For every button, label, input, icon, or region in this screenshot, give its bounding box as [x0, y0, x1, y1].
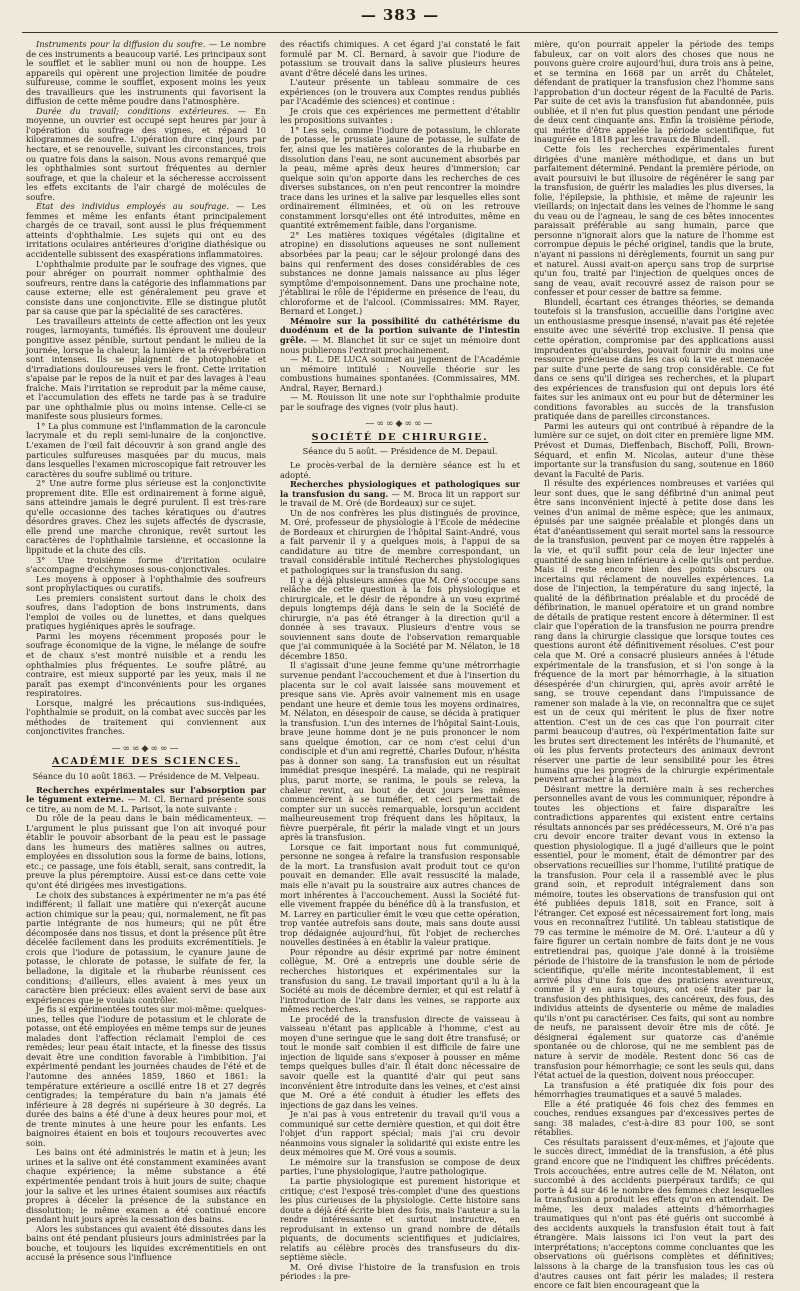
column-1 — [26, 39, 267, 1263]
paragraph-text: En moyenne, un ouvrier est occupé sept heures par jour à l'opération du soufrage des vignes, et répand 10 kilogrammes de soufre. L'opération dure cinq jours par hectare, et se renouvelle, suivant les circonstances, trois ou quatre fois dans la saison. Nous avons remarqué que les ophthalmies sont surtout fréquentes au dernier soufrage, et que la chaleur et la sécheresse accroissent les effets excitants de l'air chargé de molécules de soufre. — [26, 105, 266, 202]
paragraph-text: Les femmes et même les enfants étant principalement chargés de ce travail, sont aussi le plus fréquemment atteints d'ophthalmie. Les sujets qui ont eu des irritations oculaires antérieures d'origine diathésique ou accidentelle subissent des exaspérations inflammatoires. — [26, 201, 266, 260]
paragraph: M. Oré divise l'histoire de la transfusion en trois périodes : la pre- — [280, 1261, 520, 1282]
paragraph: Un de nos confrères les plus distingués de province, M. Oré, professeur de physiologie à l'École de médecine de Bordeaux et chirurgien de l'hôpital Saint-André, vous a fait parvenir il y a quelques mois, à l'appui de sa candidature au titre de membre correspondant, un travail considérable intitulé Recherches physiologiques et pathologiques sur la transfusion du sang. — [280, 507, 520, 575]
paragraph: Le mémoire sur la transfusion se compose de deux parties, l'une physiologique, l'autre pathologique. — [280, 1156, 520, 1177]
page-number: — 383 — — [22, 6, 778, 24]
paragraph: Désirant mettre la dernière main à ses recherches personnelles avant de vous les communiquer, répondre à toutes les objections et faire disparaître les contradictions apparentes qui existent entre certains résultats annoncés par ses prédécesseurs, M. Oré n'a pas cru devoir encore traiter devant vous in extenso la question physiologique. Il a jugé d'ailleurs que le point essentiel, pour le moment, était de démontrer par des observations recueillies sur l'homme, l'utilité pratique de la transfusion. Pour cela il a rassemblé avec le plus grand soin, et reproduit intégralement dans son mémoire, toutes les observations de transfusion qui ont été publiées depuis 1818, soit en France, soit à l'étranger. Cet exposé est nécessairement fort long, mais vous en reconnaîtrez l'utilité. Un tableau statistique de 79 cas termine le mémoire de M. Oré. L'auteur a dû y faire figurer un certain nombre de faits dont je ne vous entretiendrai pas, quoique j'aie donné à la troisième période de l'histoire de la transfusion le nom de période scientifique, qu'elle mérite incontestablement, il est arrivé plus d'une fois que des praticiens aventureux, comme il y en aura toujours, ont osé traiter par la transfusion des phthisiques, des cancéreux, des fous, des individus atteints de dysenterie ou même de maladies qu'ils n'ont pu caractériser. Ces faits, qui sont au nombre de neufs, ne paraissent devoir être mis de côté. Je désignerai également sur quatorze cas d'anémie spontanée ou de chlorose, qui ne me semblent pas de nature à servir de modèle. Restent donc 56 cas de transfusion pour hémorrhagie; ce sont les seuls qui, dans l'état actuel de la question, doivent nous préoccuper. — [534, 783, 774, 1081]
paragraph: Le procédé de la transfusion directe de vaisseau à vaisseau n'étant pas applicable à l'homme, c'est au moyen d'une seringue que le sang doit être transfusé; or tout le monde sait combien il est difficile de faire une injection de liquide sans s'exposer à pousser en même temps quelques bulles d'air. Il était donc nécessaire de savoir quelle est la quantité d'air qui peut sans inconvénient être introduite dans les veines, et c'est ainsi que M. Oré a été conduit à étudier les effets des injections de gaz dans les veines. — [280, 1013, 520, 1110]
paragraph: Ces résultats paraissent d'eux-mêmes, et j'ajoute que le succès direct, immédiat de la transfusion, a été plus grand encore que ne l'indiquent les chiffres précédents. Trois accouchées, entre autres celle de M. Nélaton, ont succombé à des accidents puerpéraux tardifs; ce qui porte à 44 sur 46 le nombre des femmes chez lesquelles la transfusion a produit les effets qu'on en attendait. De même, les deux malades atteints d'hémorrhagies traumatiques qui n'ont pas été guéris ont succombé à des accidents auxquels la transfusion était tout à fait étrangère. Mais laissons ici l'on veut la part des interprétations; n'acceptons comme concluantes que les observations où guérisons complètes et définitives; laissons à la charge de la transfusion tous les cas où d'autres causes ont fait périr les malades; il restera encore ce fait bien encourageant que la — [534, 1136, 774, 1291]
paragraph: mière, qu'on pourrait appeler la période des temps fabuleux, car on voit alors des choses que nous ne pouvons guère croire aujourd'hui, dura trois ans à peine, et se termina en 1668 par un arrêt du Châtelet, défendant de pratiquer la transfusion chez l'homme sans l'approbation d'un docteur régent de la Faculté de Paris. Par suite de cet avis la transfusion fut abandonnée, puis oubliée, et il n'en fut plus question pendant une période de deux cent cinquante ans. Enfin la troisième période, qui mérite d'être appelée la période scientifique, fut inaugurée en 1818 par les travaux de Blundell. — [534, 39, 774, 145]
paragraph: Parmi les moyens récemment proposés pour le soufrage économique de la vigne, le mélange de soufre et de chaux s'est montré nuisible et a rendu les ophthalmies plus fréquentes. Le soufre plâtré, au contraire, est mieux supporté par les yeux, mais il ne paraît pas exempt d'inconvénients pour les organes respiratoires. — [26, 630, 266, 699]
paragraph: Pour répondre au désir exprimé par notre éminent collègue, M. Oré a entrepris une double série de recherches historiques et expérimentales sur la transfusion du sang. Le travail important qu'il a lu à la Société au mois de décembre dernier, et qui est relatif à l'introduction de l'air dans les veines, se rapporte aux mêmes recherches. — [280, 946, 520, 1015]
section-title: SOCIÉTÉ DE CHIRURGIE. — [311, 431, 489, 443]
paragraph: Lorsque, malgré les précautions sus-indiquées, l'ophthalmie se produit, on la combat avec succès par les méthodes de traitement qui conviennent aux conjonctivites franches. — [26, 697, 266, 737]
paragraph: Il y a déjà plusieurs années que M. Oré s'occupe sans relâche de cette question à la fois physiologique et chirurgicale, et le désir de répondre à un vœu exprimé depuis longtemps déjà dans le sein de la Société de chirurgie, n'a pas été étranger à la direction qu'il a donnée à ses travaux. Plusieurs d'entre vous se souviennent sans doute de l'observation remarquable que j'ai communiquée à la Société par M. Nélaton, le 18 décembre 1850. — [280, 574, 520, 661]
paragraph: Les travailleurs atteints de cette affection ont les yeux rouges, larmoyants, tuméfiés. Ils éprouvent une douleur pongitive assez pénible, surtout pendant le milieu de la journée, lorsque la chaleur, la lumière et la réverbération sont intenses. Ils se plaignent de photophobie et d'irradiations douloureuses vers le front. Cette irritation s'apaise par le repos de la nuit et par des lavages à l'eau fraîche. Mais l'irritation se reproduit par la même cause, et l'accumulation des effets ne tarde pas à se traduire par une ophthalmie plus ou moins intense. Celle-ci se manifeste sous plusieurs formes. — [26, 315, 266, 422]
paragraph: Cette fois les recherches expérimentales furent dirigées d'une manière méthodique, et dans un but parfaitement déterminé. Pendant la première période, on avait poursuivi le but illusoire de régénérer le sang par la transfusion, de guérir les maladies les plus diverses, la folie, l'épilepsie, la phthisie, et même de rajeunir les vieillards; on injectait dans les veines de l'homme le sang du veau ou de l'agneau, le sang de ces bêtes innocentes paraissait préférable au sang humain, parce que personne n'ignorait alors que la nature de l'homme est corrompue depuis le péché originel, tandis que la brute, n'ayant ni passions ni dérèglements, fournit un sang pur et naturel. Aussi avait-on aperçu sans trop de surprise qu'un fou, traité par l'injection de quelques onces de sang de veau, avait recouvré assez de raison pour se confesser et pour cesser de battre sa femme. — [534, 144, 774, 298]
paragraph: 2° Les matières toxiques végétales (digitaline et atropine) en dissolutions aqueuses ne sont nullement absorbées par la peau; car le séjour prolongé dans des bains qui renferment des doses considérables de ces substances ne donne jamais naissance au plus léger symptôme d'empoisonnement. Dans une prochaine note, j'établirai le rôle de l'épiderme en présence de l'eau, du chloroforme et de l'alcool. (Commissaires: MM. Rayer, Bernard et Longet.) — [280, 229, 520, 317]
bold-heading: Recherches physiologiques et pathologiques sur la transfusion du sang. — [280, 479, 520, 499]
paragraph: Parmi les auteurs qui ont contribué à répandre de la lumière sur ce sujet, on doit citer en première ligne MM. Prévost et Dumas, Dieffenbach, Bischoff, Polli, Brown-Séquard, et enfin M. Nicolas, auteur d'une thèse importante sur la transfusion du sang, soutenue en 1860 devant la Faculté de Paris. — [534, 420, 774, 479]
paragraph: Il s'agissait d'une jeune femme qu'une métrorrhagie survenue pendant l'accouchement et due à l'insertion du placenta sur le col avait laissée sans mouvement et presque sans vie. Après avoir vainement mis en usage pendant une heure et demie tous les moyens ordinaires, M. Nélaton, en désespoir de cause, se décida à pratiquer la transfusion. L'un des internes de l'hôpital Saint-Louis, brave jeune homme dont je ne puis prononcer le nom sans quelque émotion, car ce nom c'est celui d'un condisciple et d'un ami regretté, Charles Dufour, n'hésita pas à donner son sang. La transfusion eut un résultat immédiat presque inespéré. La malade, qui ne respirait plus, parut morte, se ranima, le pouls se releva, la chaleur revint, au bout de deux jours les mêmes commencèrent à se tuméfier, et ceci permettait de compter sur un succès remarquable, lorsqu'un accident malheureusement trop fréquent dans les hôpitaux, la fièvre puerpérale, fit périr la malade vingt et un jours après la transfusion. — [280, 660, 520, 843]
paragraph: Instruments pour la diffusion du soufre. — Le nombre de ces instruments a beaucoup varié. Les principaux sont le soufflet et le sablier muni ou non de houppe. Les appareils qui opèrent une projection limitée de poudre sulfureuse, comme le soufflet, exposent moins les yeux des travailleurs que les instruments qui favorisent la diffusion de cette même poudre dans l'atmosphère. — [26, 39, 266, 107]
paragraph: Il résulte des expériences nombreuses et variées qui leur sont dues, que le sang défibriné d'un animal peut être sans inconvénient injecté à petite dose dans les veines d'un animal de même espèce; que les animaux, épuisés par une saignée préalable et plongés dans un état d'anéantissement qui serait mortel sans la ressource de la transfusion, peuvent par ce moyen être rappelés à la vie, et qu'il suffit pour cela de leur injecter une quantité de sang bien inférieure à celle qu'ils ont perdue. Mais il reste encore bien des points obscurs ou incertains qui réclament de nouvelles expériences. La dose de l'injection, la température du sang injecté, la qualité de la défibrination préalable et du procédé de défibrination, le manuel opératoire et un grand nombre de détails de pratique restent encore à déterminer. Il est clair que l'opération de la transfusion ne pourra prendre rang dans la chirurgie classique que lorsque toutes ces questions auront été définitivement résolues. C'est pour cela que M. Oré a consacré plusieurs années à l'étude expérimentale de la transfusion, et si l'on songe à la fréquence de la mort par hémorrhagie, à la situation désespérée d'un chirurgien, qui, après avoir arrêté le sang, se trouve cependant dans l'impuissance de ramener son malade à la vie, on reconnaîtra que ce sujet est un de ceux qui méritent le plus de fixer notre attention. C'est un de ces cas que l'on pourrait citer parmi beaucoup d'autres, où l'expérimentation faite sur les brutes sert directement les intérêts de l'humanité, et où les plus fervents protecteurs des animaux devront réserver une partie de leur sensibilité pour les êtres humains que les progrès de la chirurgie expérimentale peuvent arracher à la mort. — [534, 478, 774, 785]
paragraph: — M. L. DE LUCA soumet au jugement de l'Académie un mémoire intitulé : Nouvelle théorie sur les combustions humaines spontanées. (Commissaires, MM. Andral, Rayer, Bernard.) — [280, 354, 520, 393]
paragraph — [280, 480, 520, 509]
column-3 — [534, 39, 774, 1291]
run-in-heading: État des individus employés au soufrage. — [36, 201, 230, 212]
paragraph: — M. Rouisson lit une note sur l'ophthalmie produite par le soufrage des vignes (voir plus haut). — [280, 392, 520, 412]
paragraph: La partie physiologique est purement historique et critique; c'est l'exposé très-complet d'une des questions les plus curieuses de la physiologie. Cette histoire sans doute a déjà été écrite bien des fois, mais l'auteur a su la rendre intéressante et surtout instructive, en reproduisant in extenso un grand nombre de détails piquants, de documents scientifiques et judiciaires, relatifs au célèbre procès des transfuseurs du dix-septième siècle. — [280, 1175, 520, 1263]
section-header-academie — [26, 745, 266, 767]
paragraph-text: — M. Cl. Bernard présente sous ce titre, au nom de M. L. Parisot, la note suivante : — [26, 794, 266, 814]
paragraph — [280, 317, 520, 355]
paragraph: Je n'ai pas à vous entretenir du travail qu'il vous a communiqué sur cette dernière question, et qui doit être l'objet d'un rapport spécial; mais j'ai cru devoir néanmoins vous signaler la solidarité qui existe entre les deux mémoires que M. Oré vous a soumis. — [280, 1109, 520, 1158]
paragraph: Blundell, écartant ces étranges théories, se demanda toutefois si la transfusion, accueillie dans l'origine avec un enthousiasme presque insensé, n'avait pas été rejetée ensuite avec une sévérité trop exclusive. Il pensa que cette opération, compromise par des applications aussi imprudentes qu'absurdes, pouvait fournir du moins une ressource précieuse dans les cas où la vie est menacée par suite d'une perte de sang trop considérable. Ce fut dans ce sens qu'il dirigea ses recherches, et la plupart des expériences de transfusion qui ont depuis lors été faites sur les animaux ont eu pour but de déterminer les conditions favorables au succès de la transfusion pratiquée dans de pareilles circonstances. — [534, 296, 774, 422]
ornament-divider: —∞∞◆∞∞— — [365, 419, 435, 430]
column-2 — [280, 39, 520, 1282]
paragraph: État des individus employés au soufrage. — Les femmes et même les enfants étant principalement chargés de ce travail, sont aussi le plus fréquemment atteints d'ophthalmie. Les sujets qui ont eu des irritations oculaires antérieures d'origine diathésique ou accidentelle subissent des exaspérations inflammatoires. — [26, 201, 266, 260]
paragraph-text: — M. Blanchet lit sur ce sujet un mémoire dont nous publierons l'extrait prochainement. — [280, 334, 520, 355]
paragraph: Du rôle de la peau dans le bain médicamenteux. — L'argument le plus puissant que l'on ait invoqué pour établir le pouvoir absorbant de la peau est le passage dans les humeurs des matières salines ou autres, employées en dissolution sous la forme de bains, lotions, etc.; ce passage, une fois établi, serait, sans contredit, la preuve la plus péremptoire. Aussi est-ce dans cette voie qu'ont été dirigées mes investigations. — [26, 813, 266, 891]
paragraph: Le procès-verbal de la dernière séance est lu et adopté. — [280, 459, 520, 480]
paragraph: Le choix des substances à expérimenter ne m'a pas été indifférent; il fallait une matière qui n'exerçât aucune action chimique sur la peau; qui, normalement, ne fît pas partie intégrante de nos humeurs; qui ne pût être décomposée dans nos tissus, et dont la présence pût être décelée facilement dans les produits excrémentitiels. Je crois que l'iodure de potassium, le cyanure jaune de potasse, le chlorate de potasse, le sulfate de fer, la belladone, la digitale et la rhubarbe réunissent ces conditions; d'ailleurs, elles avaient à mes yeux un caractère bien précieux: elles avaient servi de base aux expériences que je voulais contrôler. — [26, 889, 266, 1005]
paragraph: Les moyens à opposer à l'ophthalmie des soufreurs sont prophylactiques ou curatifs. — [26, 573, 266, 594]
session-line: Séance du 10 août 1863. — Présidence de M. Velpeau. — [32, 771, 260, 782]
paragraph: des réactifs chimiques. A cet égard j'ai constaté le fait formulé par M. Cl. Bernard, à savoir que l'iodure de potassium se trouvait dans la salive plusieurs heures avant d'être décelé dans les urines. — [280, 39, 520, 78]
bold-heading: Mémoire sur la possibilité du cathétérisme du duodénum et de la portion suivante de l'intestin grêle. — [280, 315, 520, 345]
paragraph: L'ophthalmie produite par le soufrage des vignes, que pour abréger on pourrait nommer ophthalmie des soufreurs, rentre dans la catégorie des inflammations par cause externe; elle est généralement peu grave et consiste dans une conjonctivite. Elle se distingue plutôt par sa cause que par la spécialité de ses caractères. — [26, 258, 267, 317]
page-header — [22, 6, 778, 33]
paragraph: Je fis si expérimentées toutes sur moi-même: quelques-unes, telles que l'iodure de potassium et le chlorate de potasse, ont été employées en même temps sur de jeunes malades dont l'affection réclamait l'emploi de ces remèdes; leur peau était intacte, et la finesse des tissus devait être une condition favorable à l'imbibition. J'ai expérimenté pendant les journées chaudes de l'été et de l'automne des années 1859, 1860 et 1861: la température extérieure a oscillé entre 18 et 27 degrés centigrades; la température du bain n'a jamais été inférieure à 28 degrés ni supérieure à 30 degrés. La durée des bains a été d'une à deux heures pour moi, et de trente minutes à une heure pour les enfants. Les baignoires étaient en bois et toujours recouvertes avec soin. — [26, 1004, 266, 1148]
paragraph: La transfusion a été pratiquée dix fois pour des hémorrhagies traumatiques et a sauvé 5 malades. — [534, 1079, 774, 1100]
paragraph: Les bains ont été administrés le matin et à jeun; les urines et la salive ont été constamment examinées avant chaque expérience; la même substance a été expérimentée pendant trois à huit jours de suite; chaque jour la salive et les urines étaient soumises aux réactifs propres à déceler la présence de la substance en dissolution; le même examen a été continué encore pendant huit jours après la cessation des bains. — [26, 1147, 266, 1225]
ornament-divider: —∞∞◆∞∞— — [111, 743, 181, 754]
session-line: Séance du 5 août. — Présidence de M. Depaul. — [302, 446, 498, 457]
paragraph: 1° Les sels, comme l'iodure de potassium, le chlorate de potasse, le prussiate jaune de potasse, le sulfate de fer, ainsi que les matières colorantes de la rhubarbe en dissolution dans l'eau, ne sont aucunement absorbés par la peau, même après deux heures d'immersion; car quelque soin qu'on apporte dans les recherches de ces diverses substances, on n'en peut rencontrer la moindre trace dans les urines et la salive par lesquelles elles sont ordinairement éliminées, et où on les retrouve constamment lorsqu'elles ont été introduites, même en quantité extrêmement faible, dans l'organisme. — [280, 124, 520, 231]
section-header-chirurgie — [280, 420, 520, 442]
paragraph: 1° La plus commune est l'inflammation de la caroncule lacrymale et du repli semi-lunaire de la conjonctive. L'examen de l'œil fait découvrir à son grand angle des particules sulfureuses masquées par du mucus, mais dans lesquelles l'examen microscopique fait retrouver les caractères du soufre sublimé ou triture. — [26, 420, 266, 479]
paragraph-text: — M. Broca lit un rapport sur le travail de M. Oré (de Bordeaux) sur ce sujet. — [280, 488, 520, 509]
paragraph-text: Le nombre de ces instruments a beaucoup varié. Les principaux sont le soufflet et le sablier muni ou non de houppe. Les appareils qui opèrent une projection limitée de poudre sulfureuse, comme le soufflet, exposent moins les yeux des travailleurs que les instruments qui favorisent la diffusion de cette même poudre dans l'atmosphère. — [26, 39, 266, 107]
paragraph: Durée du travail; conditions extérieures. — En moyenne, un ouvrier est occupé sept heures par jour à l'opération du soufrage des vignes, et répand 10 kilogrammes de soufre. L'opération dure cinq jours par hectare, et se renouvelle, suivant les circonstances, trois ou quatre fois dans la saison. Nous avons remarqué que les ophthalmies sont surtout fréquentes au dernier soufrage, et que la chaleur et la sécheresse accroissent les effets excitants de l'air chargé de molécules de soufre. — [26, 105, 266, 202]
section-title: ACADÉMIE DES SCIENCES. — [52, 756, 240, 768]
paragraph: Les premiers consistent surtout dans le choix des soufres, dans l'adoption de bons instruments, dans l'emploi de voiles ou de lunettes, et dans quelques pratiques hygiéniques après le soufrage. — [26, 592, 266, 632]
run-in-heading: Durée du travail; conditions extérieures. — [36, 105, 230, 116]
paragraph: L'auteur présente un tableau sommaire de ces expériences (on le trouvera aux Comptes rendus publiés par l'Académie des sciences) et continue : — [280, 77, 520, 107]
run-in-heading: Instruments pour la diffusion du soufre. — [36, 39, 206, 49]
paragraph: Elle a été pratiquée 46 fois chez des femmes en couches, rendues exsangues par d'excessives pertes de sang: 38 malades, c'est-à-dire 83 pour 100, se sont rétablies. — [534, 1098, 774, 1138]
paragraph: 3° Une troisième forme d'irritation oculaire s'accompagne d'ecchymoses sous-conjonctivales. — [26, 554, 266, 575]
paragraph: 2° Une autre forme plus sérieuse est la conjonctivite proprement dite. Elle est ordinairement à forme aiguë, sans atteindre jamais le degré purulent. Il est très-rare qu'elle occasionne des taches kératiques ou d'autres désordres graves. Chez les sujets affectés de dyscrasie, elle prend une marche chronique, revêt surtout les caractères de l'ophthalmie tarsienne, et occasionne la lippitude et la chute des cils. — [26, 478, 266, 555]
paragraph: Alors les substances qui avaient été dissoutes dans les bains ont été pendant plusieurs jours administrées par la bouche, et toujours les liquides excrémentitiels en ont accusé la présence sous l'influence — [26, 1223, 266, 1263]
bold-heading: Recherches expérimentales sur l'absorption par le tégument externe. — [26, 784, 266, 805]
paragraph: Je crois que ces expériences me permettent d'établir les propositions suivantes : — [280, 105, 520, 126]
text-columns — [26, 39, 774, 1291]
paragraph: Lorsque ce fait important nous fut communiqué, personne ne songea à refaire la transfusion responsable de la mort. La transfusion avait produit tout ce qu'on pouvait en demander. Elle avait ressuscité la malade, mais elle n'avait pu la soustraire aux autres chances de mort inhérentes à l'accouchement. Aussi la Société fut-elle vivement frappée du bénéfice dû à la transfusion, et M. Larrey en particulier émit le vœu que cette opération, trop vantée autrefois sans doute, mais sans doute aussi trop dédaignée aujourd'hui, fût l'objet de recherches nouvelles destinées à en établir la valeur pratique. — [280, 841, 520, 948]
paragraph — [26, 786, 266, 815]
